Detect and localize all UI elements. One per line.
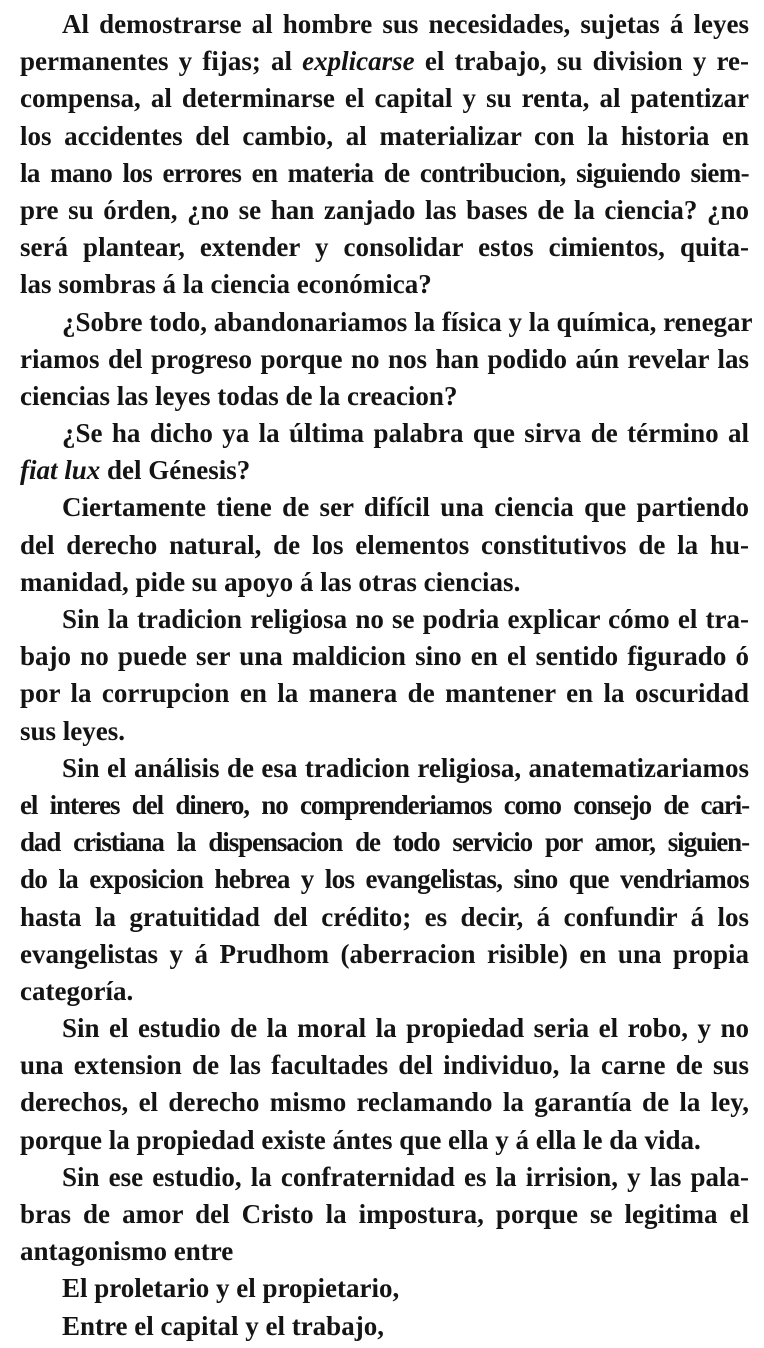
text-line (20, 899, 749, 936)
paragraph (20, 1270, 749, 1307)
line-text: evangelistas y á Prudhom (aberracion risible) en una propia (20, 938, 749, 969)
line-text: categoría. (20, 975, 134, 1006)
line-text: por la corrupcion en la manera de mantener en la oscuridad (20, 678, 749, 709)
text-line (20, 304, 753, 341)
line-text: porque la propiedad existe ántes que ella y á ella le da vida. (20, 1124, 701, 1155)
line-text: ¿Sobre todo, abandonariamos la física y la química, renegar (62, 306, 753, 337)
line-text: pre su órden, ¿no se han zanjado las bases de la ciencia? ¿no (20, 194, 749, 225)
text-line (20, 1047, 749, 1084)
text-line (20, 266, 749, 303)
text-line (20, 713, 749, 750)
text-line (20, 378, 749, 415)
line-text: ¿Se ha dicho ya la última palabra que sirva de término al (62, 418, 749, 449)
document-page (20, 6, 753, 1345)
text-line (20, 1159, 749, 1196)
paragraph (20, 1010, 749, 1159)
paragraph (20, 1308, 749, 1345)
text-line (20, 118, 749, 155)
line-text: será plantear, extender y consolidar estos cimientos, quita- (20, 232, 749, 263)
text-line (20, 43, 749, 80)
line-text: Entre el capital y el trabajo, (62, 1310, 384, 1341)
text-line (20, 1122, 749, 1159)
line-text: permanentes y fijas; al (20, 46, 303, 77)
italic-text: fiat lux (20, 455, 101, 486)
line-text: Sin el estudio de la moral la propiedad seria el robo, y no (62, 1013, 749, 1044)
text-line (20, 6, 749, 43)
text-line (20, 452, 749, 489)
text-line (20, 1196, 749, 1233)
line-text: hasta la gratuitidad del crédito; es decir, á confundir á los (20, 901, 749, 932)
line-text: bajo no puede ser una maldicion sino en el sentido figurado ó (20, 641, 749, 672)
line-text: Al demostrarse al hombre sus necesidades, sujetas á leyes (62, 9, 749, 39)
paragraph (20, 415, 749, 489)
paragraph (20, 1159, 749, 1271)
line-text: ciencias las leyes todas de la creacion? (20, 380, 458, 411)
text-line (20, 527, 749, 564)
text-line (20, 229, 749, 266)
text-line (20, 564, 749, 601)
line-text: dad cristiana la dispensacion de todo servicio por amor, siguien- (20, 827, 749, 858)
line-text: sus leyes. (20, 715, 126, 746)
line-text: Sin el análisis de esa tradicion religiosa, anatematizariamos (62, 752, 749, 783)
text-line (20, 1308, 749, 1345)
line-text: antagonismo entre (20, 1236, 234, 1267)
text-line (20, 750, 749, 787)
line-text: derechos, el derecho mismo reclamando la garantía de la ley, (20, 1087, 749, 1118)
line-text: Sin la tradicion religiosa no se podria explicar cómo el tra- (62, 604, 749, 634)
line-text: el interes del dinero, no comprenderiamos como consejo de cari- (20, 789, 749, 820)
text-line (20, 1233, 749, 1270)
text-line (20, 973, 749, 1010)
paragraph (20, 601, 749, 750)
text-line (20, 675, 749, 712)
text-line (20, 1270, 749, 1307)
text-line (20, 192, 749, 229)
text-line (20, 861, 749, 898)
text-line (20, 936, 749, 973)
text-line (20, 415, 749, 452)
line-text: una extension de las facultades del individuo, la carne de sus (20, 1050, 749, 1081)
line-text: del Génesis? (100, 455, 251, 486)
text-line (20, 787, 749, 824)
line-text: las sombras á la ciencia económica? (20, 269, 432, 300)
line-text: El proletario y el propietario, (62, 1273, 400, 1304)
line-text: Ciertamente tiene de ser difícil una ciencia que partiendo (62, 492, 749, 523)
text-line (20, 489, 749, 526)
line-text: do la exposicion hebrea y los evangelistas, sino que vendriamos (20, 864, 749, 895)
paragraph (20, 489, 749, 601)
line-text: del derecho natural, de los elementos constitutivos de la hu- (20, 529, 749, 560)
line-text: los accidentes del cambio, al materializar con la historia en (20, 120, 749, 151)
line-text: Sin ese estudio, la confraternidad es la irrision, y las pala- (62, 1161, 749, 1192)
paragraph (20, 750, 749, 1010)
paragraph (20, 6, 749, 304)
italic-text: explicarse (302, 46, 415, 77)
line-text: bras de amor del Cristo la impostura, porque se legitima el (20, 1199, 749, 1229)
line-text: la mano los errores en materia de contribucion, siguiendo siem- (20, 157, 749, 188)
line-text: manidad, pide su apoyo á las otras ciencias. (20, 566, 521, 597)
paragraph (20, 304, 753, 416)
line-text: riamos del progreso porque no nos han podido aún revelar las (20, 343, 749, 374)
line-text: compensa, al determinarse el capital y su renta, al patentizar (20, 83, 749, 114)
text-line (20, 638, 749, 675)
text-line (20, 1010, 749, 1047)
text-line (20, 341, 749, 378)
text-line (20, 601, 749, 638)
text-line (20, 80, 749, 117)
line-text: el trabajo, su division y re- (414, 46, 749, 77)
text-line (20, 155, 749, 192)
text-line (20, 824, 749, 861)
text-line (20, 1084, 749, 1121)
